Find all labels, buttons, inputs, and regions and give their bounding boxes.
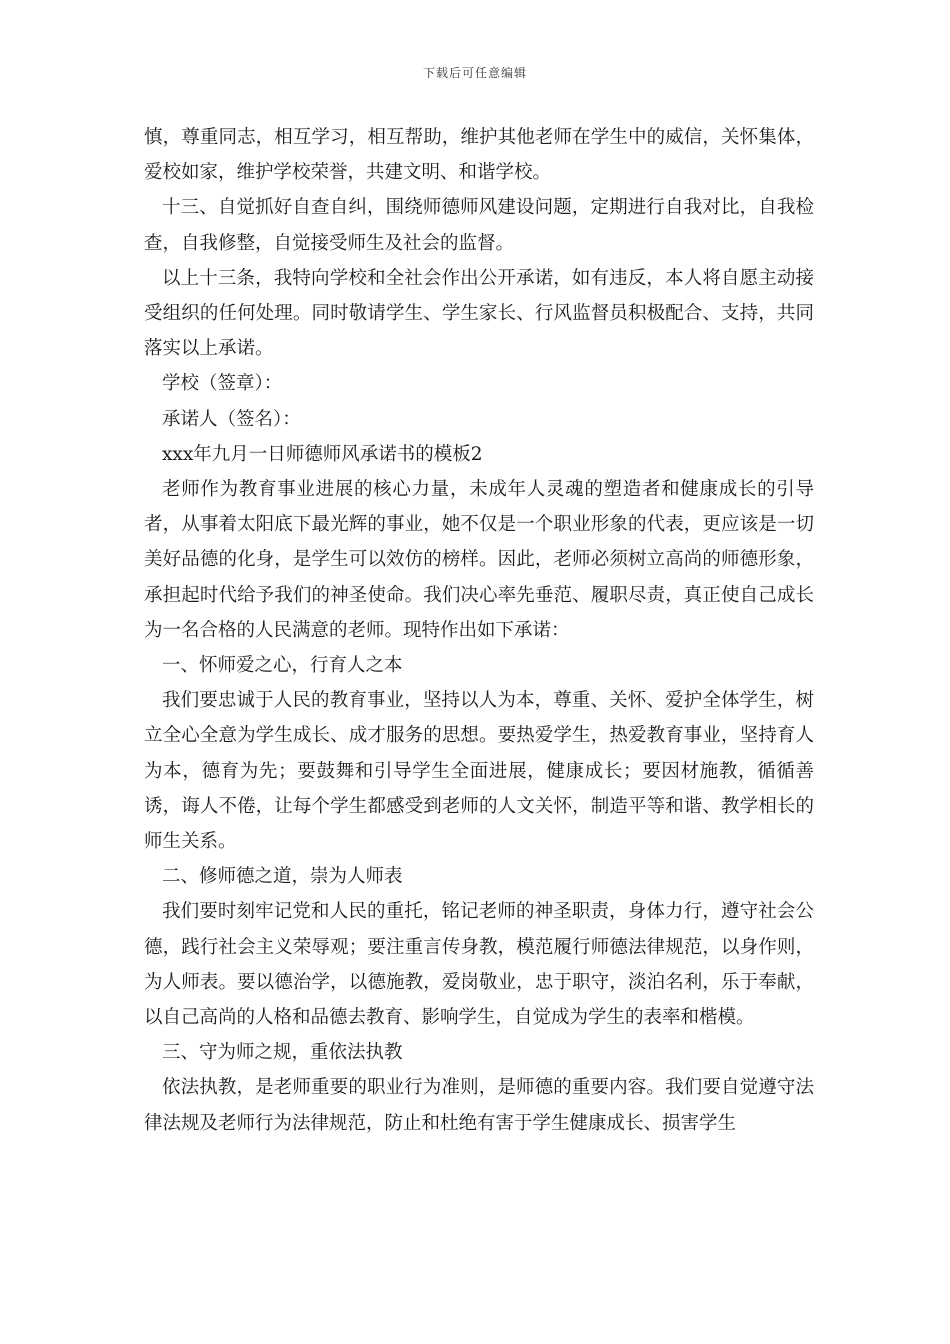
section-title: xxx年九月一日师德师风承诺书的模板2 [162, 443, 483, 465]
heading-one: 一、怀师爱之心，行育人之本 [162, 655, 403, 677]
document-body [144, 120, 814, 1141]
paragraph-pledge-statement: 以上十三条，我特向学校和全社会作出公开承诺，如有违反，本人将自愿主动接受组织的任何处理。同时敬请学生、学生家长、行风监督员积极配合、支持，共同落实以上承诺。 [144, 267, 814, 360]
paragraph-three: 依法执教，是老师重要的职业行为准则，是师德的重要内容。我们要自觉遵守法律法规及老师行为法律规范，防止和杜绝有害于学生健康成长、损害学生 [144, 1077, 814, 1134]
paragraph-item-13: 十三、自觉抓好自查自纠，围绕师德师风建设问题，定期进行自我对比，自我检查，自我修整，自觉接受师生及社会的监督。 [144, 197, 814, 254]
paragraph-continuation: 慎，尊重同志，相互学习，相互帮助，维护其他老师在学生中的威信，关怀集体，爱校如家，维护学校荣誉，共建文明、和谐学校。 [144, 127, 814, 184]
paragraph-one: 我们要忠诚于人民的教育事业，坚持以人为本，尊重、关怀、爱护全体学生，树立全心全意为学生成长、成才服务的思想。要热爱学生，热爱教育事业，坚持育人为本，德育为先；要鼓舞和引导学生全面进展，健康成长；要因材施教，循循善诱，诲人不倦，让每个学生都感受到老师的人文关怀，制造平等和谐、教学相长的师生关系。 [144, 690, 814, 853]
paragraph-two: 我们要时刻牢记党和人民的重托，铭记老师的神圣职责，身体力行，遵守社会公德，践行社会主义荣辱观；要注重言传身教，模范履行师德法律规范，以身作则，为人师表。要以德治学，以德施教，爱岗敬业，忠于职守，淡泊名利，乐于奉献，以自己高尚的人格和品德去教育、影响学生，自觉成为学生的表率和楷模。 [144, 901, 814, 1029]
school-seal-line: 学校（签章）： [162, 373, 283, 395]
page-header-note: 下载后可任意编辑 [422, 66, 527, 80]
heading-three: 三、守为师之规，重依法执教 [162, 1042, 403, 1064]
heading-two: 二、修师德之道，崇为人师表 [162, 866, 403, 888]
signatory-line: 承诺人（签名）： [162, 408, 301, 430]
paragraph-intro: 老师作为教育事业进展的核心力量，未成年人灵魂的塑造者和健康成长的引导者，从事着太阳底下最光辉的事业，她不仅是一个职业形象的代表，更应该是一切美好品德的化身，是学生可以效仿的榜样。因此，老师必须树立高尚的师德形象，承担起时代给予我们的神圣使命。我们决心率先垂范、履职尽责，真正使自己成长为一名合格的人民满意的老师。现特作出如下承诺： [144, 479, 814, 641]
